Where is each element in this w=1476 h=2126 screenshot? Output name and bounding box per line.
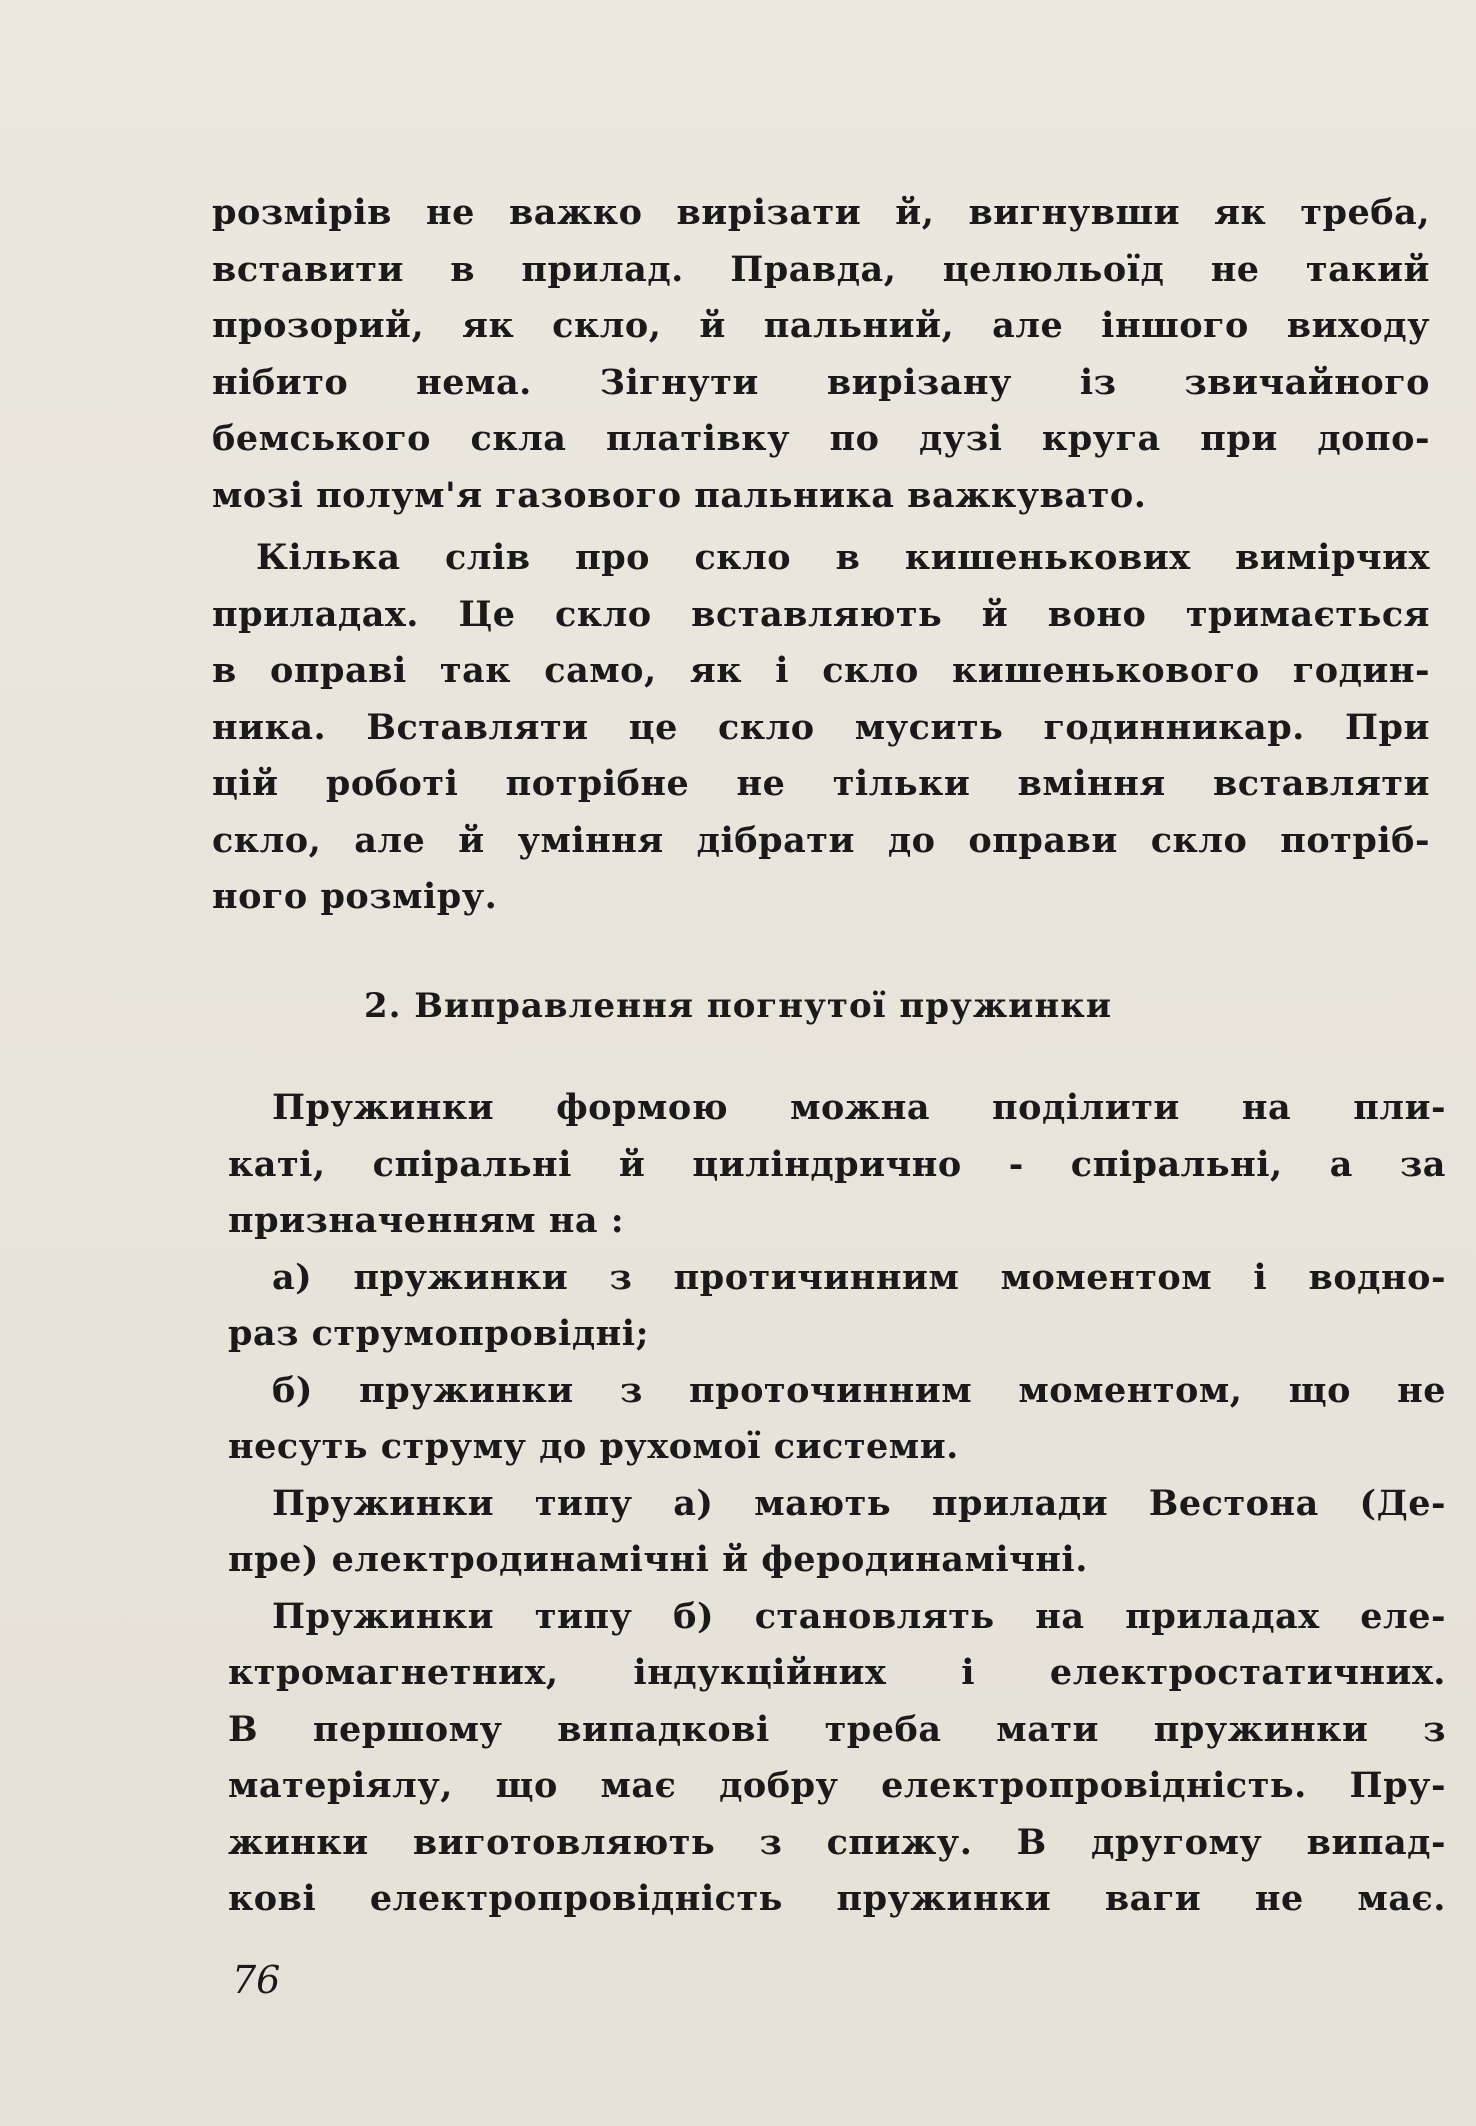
text-line: вставити в прилад. Правда, целюльоїд не такий [212, 248, 1430, 290]
text-line: несуть струму до рухомої системи. [228, 1426, 959, 1467]
section-heading: 2. Виправлення погнутої пружинки [363, 986, 1113, 1026]
text-line: Пружинки типу б) становлять на приладах еле- [272, 1595, 1446, 1637]
text-line: Пружинки типу а) мають прилади Вестона (Де- [272, 1482, 1446, 1524]
text-line: приладах. Це скло вставляють й воно тримається [212, 593, 1430, 635]
text-block-bottom [228, 1080, 1446, 1928]
text-line: В першому випадкові треба мати пружинки з [228, 1708, 1446, 1750]
text-line: мозі полум'я газового пальника важкувато. [212, 474, 1147, 516]
text-line: прозорий, як скло, й пальний, але іншого виходу [212, 305, 1430, 346]
text-line: нібито нема. Зігнути вирізану із звичайного [212, 361, 1430, 403]
text-line: скло, але й уміння дібрати до оправи скло потріб- [212, 819, 1430, 861]
text-line: в оправі так само, як і скло кишенькового годин- [212, 650, 1430, 691]
text-line: б) пружинки з проточинним моментом, що не [272, 1369, 1446, 1411]
text-line: Пружинки формою можна поділити на пли- [272, 1087, 1446, 1128]
text-line: призначенням на : [228, 1200, 625, 1241]
text-line: Кілька слів про скло в кишенькових вимірчих [256, 537, 1430, 578]
text-line: бемського скла платівку по дузі круга при допо- [212, 418, 1430, 459]
text-line: цій роботі потрібне не тільки вміння вставляти [212, 763, 1430, 804]
text-line: матеріялу, що має добру електропровідність. Пру- [228, 1765, 1446, 1806]
text-line: ного розміру. [212, 876, 498, 917]
text-line: жинки виготовляють з спижу. В другому випад- [228, 1821, 1446, 1863]
text-line: кові електропровідність пружинки ваги не має. [228, 1878, 1446, 1919]
page-number: 76 [232, 1958, 281, 2002]
text-line: пре) електродинамічні й феродинамічні. [228, 1539, 1088, 1580]
text-line: каті, спіральні й циліндрично - спіральні, а за [228, 1143, 1446, 1185]
text-line: а) пружинки з протичинним моментом і водно- [272, 1256, 1446, 1298]
text-line: ника. Вставляти це скло мусить годинникар. При [212, 706, 1430, 748]
text-line: розмірів не важко вирізати й, вигнувши як треба, [212, 192, 1430, 233]
text-block-top [212, 185, 1430, 926]
text-line: ктромагнетних, індукційних і електростатичних. [228, 1652, 1446, 1693]
text-line: раз струмопровідні; [228, 1313, 650, 1354]
